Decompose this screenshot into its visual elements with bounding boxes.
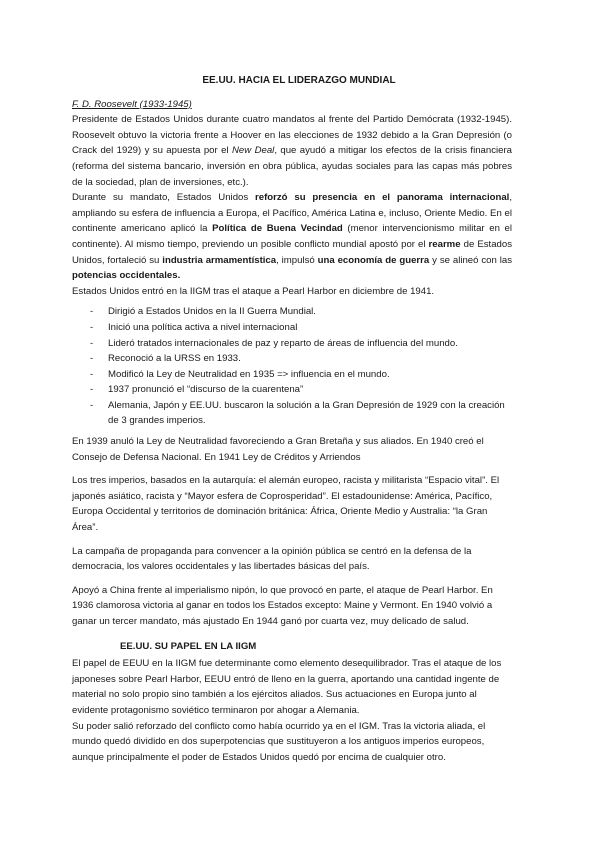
list-item: - Alemania, Japón y EE.UU. buscaron la solución a la Gran Depresión de 1929 con la creación de 3 grandes imperios.: [90, 398, 512, 429]
roosevelt-subhead: F. D. Roosevelt (1933-1945): [72, 98, 192, 110]
bold-phrase: Política de Buena Vecindad: [212, 223, 343, 235]
bold-phrase: reforzó su presencia en el panorama internacional: [255, 192, 510, 204]
text-run: y se alineó con las: [429, 254, 512, 266]
paragraph-pearl-harbor: Estados Unidos entró en la IIGM tras el ataque a Pearl Harbor en diciembre de 1941.: [72, 285, 435, 297]
paragraph-mandate: [72, 190, 512, 284]
achievements-list: [72, 304, 512, 429]
paragraph-china-elections: Apoyó a China frente al imperialismo nipón, lo que provocó en parte, el ataque de Pearl Harbor. En 1936 clamorosa victoria al ganar en todos los Estados excepto: Maine y Vermont. En 1940 volvió a ganar un tercer mandato, más ajustado En 1944 ganó por cuarta vez, muy delicado de salud.: [72, 584, 493, 627]
list-item: - Dirigió a Estados Unidos en la II Guerra Mundial.: [90, 304, 512, 320]
new-deal-term: New Deal: [231, 145, 275, 157]
list-item: - Modificó la Ley de Neutralidad en 1935 => influencia en el mundo.: [90, 367, 512, 383]
text-run: (menor intervencionismo militar en el continente). Al mismo tiempo, previendo un posible conflicto mundial apostó por el: [72, 223, 513, 250]
paragraph-neutrality: En 1939 anuló la Ley de Neutralidad favoreciendo a Gran Bretaña y sus aliados. En 1940 creó el Consejo de Defensa Nacional. En 1941 Ley de Créditos y Arriendos: [72, 436, 484, 463]
section-heading-role-in-ww2: EE.UU. SU PAPEL EN LA IIGM: [120, 640, 257, 652]
text-run: , que ayudó a mitigar los efectos de la crisis financiera (reforma del sistema bancario, inversión en obra pública, ayudas sociales para las capas más pobres de la sociedad, plan de inversiones, etc.).: [72, 145, 512, 188]
paragraph-superpowers: Su poder salió reforzado del conflicto como había ocurrido ya en el IGM. Tras la victoria aliada, el mundo quedó dividido en dos superpotencias que sustituyeron a los antiguos imperios europeos, aunque principalmente el poder de Estados Unidos quedó por encima de cualquier otro.: [72, 720, 486, 763]
paragraph-three-empires: Los tres imperios, basados en la autarquía: el alemán europeo, racista y militarista “Espacio vital”. El japonés asiático, racista y “Mayor esfera de Coprosperidad”. El estadounidense: América, Pacífico, Europa Occidental y territorios de dominación británica: África, Oriente Medio y Australia: “la Gran Área”.: [72, 475, 500, 534]
text-run: Presidente de Estados Unidos durante cuatro mandatos al frente del Partido Demócrata (1932-1945). Roosevelt obtuvo la victoria frente a Hoover en las elecciones de 1932 debido a la Gran Depresión (o Crack del 1929) y su apuesta por el: [72, 114, 512, 157]
list-item: - Inició una política activa a nivel internacional: [90, 320, 512, 336]
paragraph-role: El papel de EEUU en la IIGM fue determinante como elemento desequilibrador. Tras el ataque de los japoneses sobre Pearl Harbor, EEUU entró de lleno en la guerra, aportando una cantidad ingente de material no solo propio sino también a los ejércitos aliados. Sus actuaciones en Europa junto al evidente protagonismo soviético terminaron por ahogar a Alemania.: [72, 658, 502, 716]
text-run: de Estados Unidos, fortaleció su: [72, 238, 512, 266]
bold-phrase: una economía de guerra: [317, 254, 430, 266]
list-item: - 1937 pronunció el “discurso de la cuarentena”: [90, 382, 512, 398]
text-run: , ampliando su esfera de influencia a Europa, el Pacífico, América Latina e, incluso, Oriente Medio. En el continente americano aplicó la: [72, 192, 513, 235]
bold-phrase: rearme: [428, 238, 461, 250]
text-run: , impulsó: [276, 254, 318, 266]
list-item: - Reconoció a la URSS en 1933.: [90, 351, 512, 367]
paragraph-roosevelt-intro: [72, 112, 512, 190]
list-item: - Lideró tratados internacionales de paz y reparto de áreas de influencia del mundo.: [90, 336, 512, 352]
bold-phrase: potencias occidentales.: [72, 270, 181, 282]
paragraph-propaganda: La campaña de propaganda para convencer a la opinión pública se centró en la defensa de la democracia, los valores occidentales y las libertades básicas del país.: [72, 545, 472, 573]
text-run: Durante su mandato, Estados Unidos: [72, 192, 256, 204]
page-title: EE.UU. HACIA EL LIDERAZGO MUNDIAL: [202, 75, 396, 86]
bold-phrase: industria armamentística: [162, 254, 277, 266]
